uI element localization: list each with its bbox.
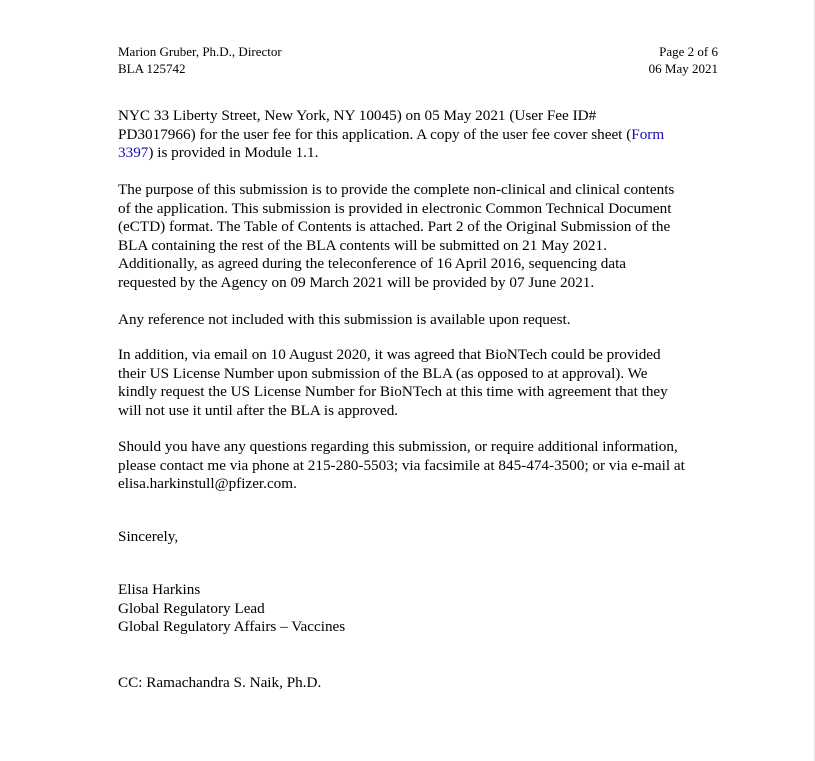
paragraph-contact: [118, 438, 685, 494]
signatory-department: Global Regulatory Affairs – Vaccines: [118, 618, 346, 636]
signatory-name: Elisa Harkins: [118, 581, 201, 598]
paragraph-line: of the application. This submission is provided in electronic Common Technical Document: [118, 199, 672, 217]
paragraph-line: The purpose of this submission is to provide the complete non-clinical and clinical contents: [118, 181, 675, 198]
header-page-number: Page 2 of 6: [659, 44, 718, 59]
paragraph-line: [118, 144, 664, 163]
header-bla-number: BLA 125742: [118, 60, 186, 76]
paragraph-line: Any reference not included with this submission is available upon request.: [118, 311, 571, 328]
paragraph-references: [118, 311, 571, 330]
paragraph-line: requested by the Agency on 09 March 2021 will be provided by 07 June 2021.: [118, 273, 595, 291]
form-3397-link[interactable]: Form: [631, 125, 665, 143]
cc-line: [118, 674, 321, 693]
contact-email: elisa.harkinstull@pfizer.com.: [118, 475, 297, 493]
paragraph-line: Additionally, as agreed during the teleconference of 16 April 2016, sequencing data: [118, 255, 627, 273]
paragraph-purpose: [118, 181, 674, 293]
text-segment: PD3017966) for the user fee for this application. A copy of the user fee cover sheet (: [118, 125, 632, 143]
form-3397-link-continued[interactable]: 3397: [118, 144, 149, 162]
paragraph-line: [118, 126, 664, 145]
closing: [118, 528, 178, 547]
paragraph-line: BLA containing the rest of the BLA contents will be submitted on 21 May 2021.: [118, 236, 607, 254]
cc-recipient: CC: Ramachandra S. Naik, Ph.D.: [118, 674, 322, 691]
header-page-info: [649, 44, 718, 77]
paragraph-license: [118, 346, 668, 420]
signatory-title: Global Regulatory Lead: [118, 599, 265, 617]
paragraph-line: their US License Number upon submission of the BLA (as opposed to at approval). We: [118, 364, 648, 382]
paragraph-line: NYC 33 Liberty Street, New York, NY 10045) on 05 May 2021 (User Fee ID#: [118, 107, 597, 124]
header-addressee: [118, 44, 282, 77]
header-recipient: Marion Gruber, Ph.D., Director: [118, 44, 282, 59]
paragraph-line: Should you have any questions regarding this submission, or require additional information,: [118, 438, 678, 455]
paragraph-user-fee: [118, 107, 664, 163]
paragraph-line: In addition, via email on 10 August 2020, it was agreed that BioNTech could be provided: [118, 346, 661, 363]
paragraph-line: (eCTD) format. The Table of Contents is attached. Part 2 of the Original Submission of the: [118, 218, 671, 236]
paragraph-line: will not use it until after the BLA is approved.: [118, 401, 399, 419]
closing-text: Sincerely,: [118, 528, 179, 545]
signature-block: [118, 581, 345, 637]
header-date: 06 May 2021: [648, 60, 718, 76]
paragraph-line: kindly request the US License Number for BioNTech at this time with agreement that they: [118, 383, 668, 401]
paragraph-line: please contact me via phone at 215-280-5503; via facsimile at 845-474-3500; or via e-mail at: [118, 456, 685, 474]
text-segment: ) is provided in Module 1.1.: [148, 144, 319, 162]
